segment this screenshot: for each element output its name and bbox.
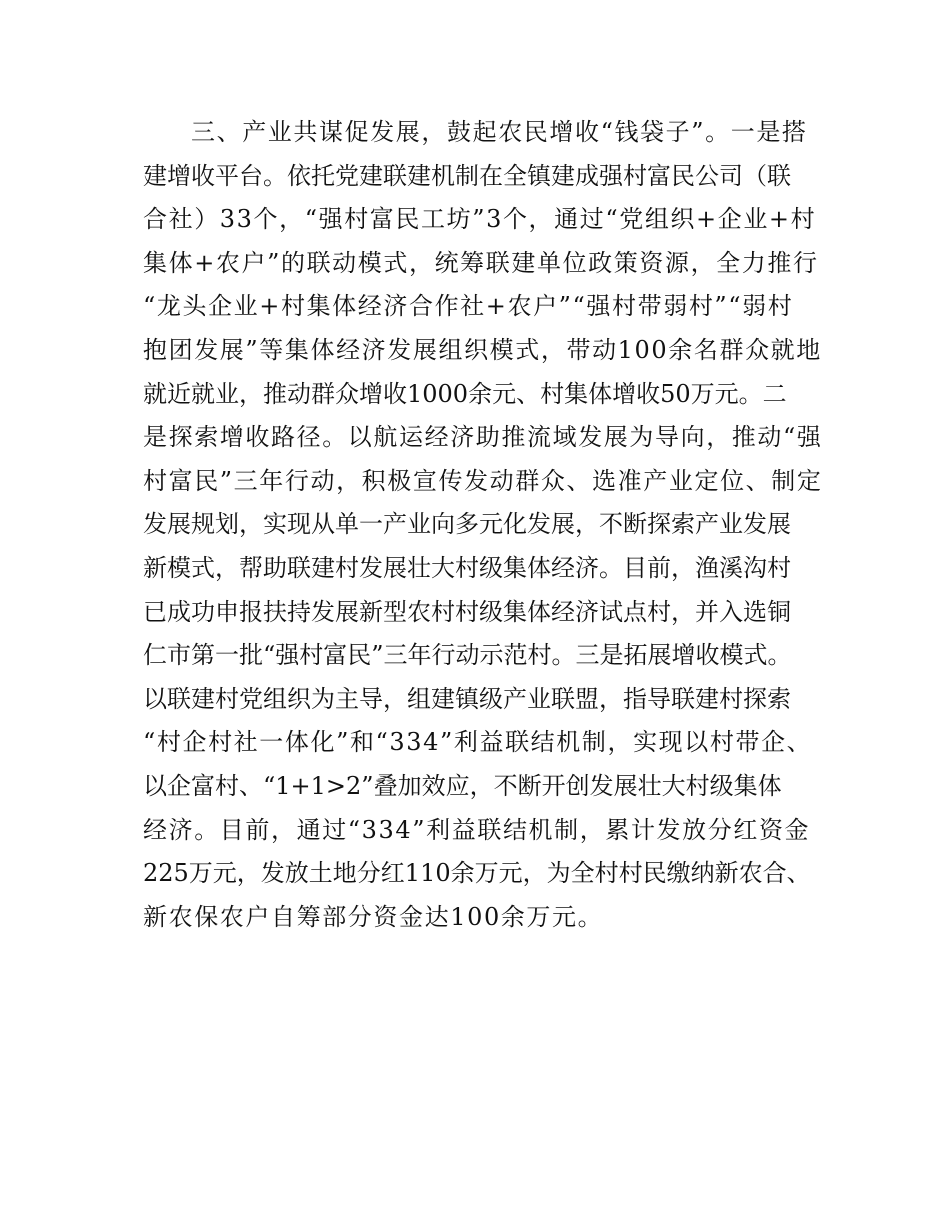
body-paragraph	[143, 111, 823, 939]
paragraph-line: 发展规划，实现从单一产业向多元化发展，不断探索产业发展	[143, 510, 791, 539]
paragraph-line: 新模式，帮助联建村发展壮大村级集体经济。目前，渔溪沟村	[143, 553, 791, 582]
paragraph-line: 经济。目前，通过“334”利益联结机制，累计发放分红资金	[143, 815, 811, 844]
paragraph-line: 已成功申报扶持发展新型农村村级集体经济试点村，并入选铜	[143, 597, 791, 626]
paragraph-line: 以企富村、“1+1>2”叠加效应，不断开创发展壮大村级集体	[143, 771, 782, 800]
paragraph-line: “龙头企业+村集体经济合作社+农户”“强村带弱村”“弱村	[143, 292, 794, 321]
paragraph-line: 合社）33个，“强村富民工坊”3个，通过“党组织+企业+村	[143, 205, 817, 234]
paragraph-line: “村企村社一体化”和“334”利益联结机制，实现以村带企、	[143, 728, 813, 757]
paragraph-line: 是探索增收路径。以航运经济助推流域发展为导向，推动“强	[143, 423, 823, 452]
paragraph-line: 仁市第一批“强村富民”三年行动示范村。三是拓展增收模式。	[143, 641, 792, 670]
paragraph-line: 新农保农户自筹部分资金达100余万元。	[143, 902, 604, 931]
paragraph-line: 225万元，发放土地分红110余万元，为全村村民缴纳新农合、	[143, 859, 811, 888]
paragraph-line: 集体+农户”的联动模式，统筹联建单位政策资源，全力推行	[143, 248, 819, 277]
paragraph-line: 抱团发展”等集体经济发展组织模式，带动100余名群众就地	[143, 335, 822, 364]
paragraph-line: 三、产业共谋促发展，鼓起农民增收“钱袋子”。一是搭	[191, 118, 808, 146]
paragraph-line: 建增收平台。依托党建联建机制在全镇建成强村富民公司（联	[143, 161, 791, 190]
paragraph-line: 就近就业，推动群众增收1000余元、村集体增收50万元。二	[143, 379, 787, 408]
paragraph-line: 村富民”三年行动，积极宣传发动群众、选准产业定位、制定	[143, 466, 823, 495]
paragraph-line: 以联建村党组织为主导，组建镇级产业联盟，指导联建村探索	[143, 684, 791, 713]
